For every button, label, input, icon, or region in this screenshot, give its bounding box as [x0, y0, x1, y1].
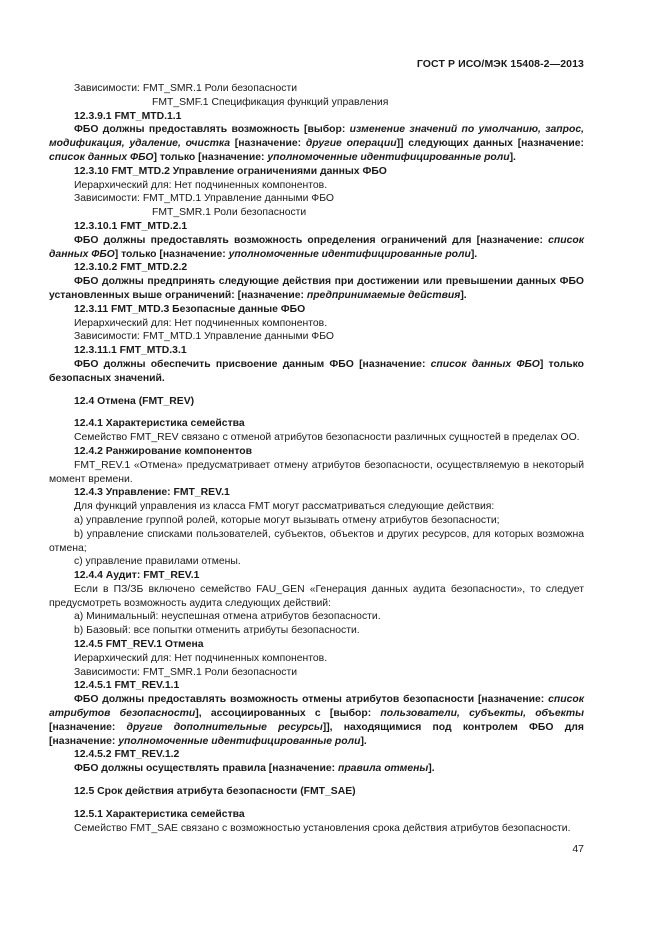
dependencies-line: FMT_SMR.1 Роли безопасности	[152, 207, 307, 219]
element-heading: 12.3.11.1 FMT_MTD.3.1	[74, 345, 187, 357]
hierarchical-line: Иерархический для: Нет подчиненных компонентов.	[74, 652, 328, 664]
subsection-heading: 12.4.4 Аудит: FMT_REV.1	[74, 570, 200, 582]
section-heading: 12.4 Отмена (FMT_REV)	[74, 395, 195, 407]
dependencies-line: Зависимости: FMT_SMR.1 Роли безопасности	[74, 666, 298, 678]
hierarchical-line: Иерархический для: Нет подчиненных компонентов.	[74, 317, 328, 329]
list-item: c) управление правилами отмены.	[74, 556, 241, 568]
hierarchical-line: Иерархический для: Нет подчиненных компонентов.	[74, 179, 328, 191]
component-heading: 12.3.11 FMT_MTD.3 Безопасные данные ФБО	[74, 303, 306, 315]
requirement-paragraph: ФБО должны предоставлять возможность отмены атрибутов безопасности [назначение: список атрибутов безопасности], ассоциированных с [выбор: пользователи, субъекты, объекты [назначение: другие дополнительные ресурсы]], находящимися под контролем ФБО для [назначение: уполномоченные идентифицированные роли].	[49, 694, 584, 747]
subsection-heading: 12.4.3 Управление: FMT_REV.1	[74, 487, 230, 499]
list-item: b) управление списками пользователей, субъектов, объектов и других ресурсов, для которых возможна отмена;	[49, 528, 584, 554]
body-paragraph: Семейство FMT_SAE связано с возможностью установления срока действия атрибутов безопасности.	[74, 822, 571, 834]
subsection-heading: 12.5.1 Характеристика семейства	[74, 808, 245, 820]
section-heading: 12.5 Срок действия атрибута безопасности (FMT_SAE)	[74, 786, 356, 798]
component-heading: 12.4.5 FMT_REV.1 Отмена	[74, 639, 204, 651]
subsection-heading: 12.4.1 Характеристика семейства	[74, 418, 245, 430]
element-heading: 12.3.9.1 FMT_MTD.1.1	[74, 110, 182, 122]
body-paragraph: FMT_REV.1 «Отмена» предусматривает отмену атрибутов безопасности, осуществляемую в некоторый момент времени.	[49, 459, 584, 485]
requirement-paragraph: ФБО должны обеспечить присвоение данным ФБО [назначение: список данных ФБО] только безопасных значений.	[49, 358, 584, 384]
list-item: a) управление группой ролей, которые могут вызывать отмену атрибутов безопасности;	[74, 514, 500, 526]
body-paragraph: Если в ПЗ/ЗБ включено семейство FAU_GEN «Генерация данных аудита безопасности», то следует предусмотреть возможность аудита следующих действий:	[49, 583, 584, 609]
subsection-heading: 12.4.2 Ранжирование компонентов	[74, 445, 253, 457]
requirement-paragraph: ФБО должны предоставлять возможность определения ограничений для [назначение: список данных ФБО] только [назначение: уполномоченные идентифицированные роли].	[49, 234, 584, 260]
element-heading: 12.3.10.2 FMT_MTD.2.2	[74, 262, 188, 274]
dependencies-line: Зависимости: FMT_MTD.1 Управление данными ФБО	[74, 331, 334, 343]
element-heading: 12.4.5.1 FMT_REV.1.1	[74, 680, 180, 692]
document-header: ГОСТ Р ИСО/МЭК 15408-2—2013	[416, 58, 584, 70]
body-paragraph: Семейство FMT_REV связано с отменой атрибутов безопасности различных сущностей в пределах ОО.	[74, 432, 580, 444]
element-heading: 12.4.5.2 FMT_REV.1.2	[74, 749, 180, 761]
element-heading: 12.3.10.1 FMT_MTD.2.1	[74, 220, 188, 232]
dependencies-line: Зависимости: FMT_MTD.1 Управление данными ФБО	[74, 193, 334, 205]
component-heading: 12.3.10 FMT_MTD.2 Управление ограничениями данных ФБО	[74, 165, 387, 177]
requirement-paragraph: ФБО должны предпринять следующие действия при достижении или превышении данных ФБО установленных выше ограничений: [назначение: предпринимаемые действия].	[49, 276, 584, 301]
requirement-paragraph: ФБО должны предоставлять возможность [выбор: изменение значений по умолчанию, запрос, модификация, удаление, очистка [назначение: другие операции]] следующих данных [назначение: список данных ФБО] только [назначение: уполномоченные идентифицированные роли].	[49, 124, 585, 163]
dependencies-line: Зависимости: FMT_SMR.1 Роли безопасности	[74, 83, 298, 94]
page-number: 47	[572, 843, 584, 855]
dependencies-line: FMT_SMF.1 Спецификация функций управления	[152, 96, 389, 108]
body-paragraph: Для функций управления из класса FMT могут рассматриваться следующие действия:	[74, 501, 495, 513]
list-item: b) Базовый: все попытки отменить атрибуты безопасности.	[74, 625, 360, 637]
requirement-paragraph: ФБО должны осуществлять правила [назначение: правила отмены].	[74, 763, 435, 775]
page-body	[49, 82, 584, 835]
list-item: a) Минимальный: неуспешная отмена атрибутов безопасности.	[74, 611, 381, 623]
